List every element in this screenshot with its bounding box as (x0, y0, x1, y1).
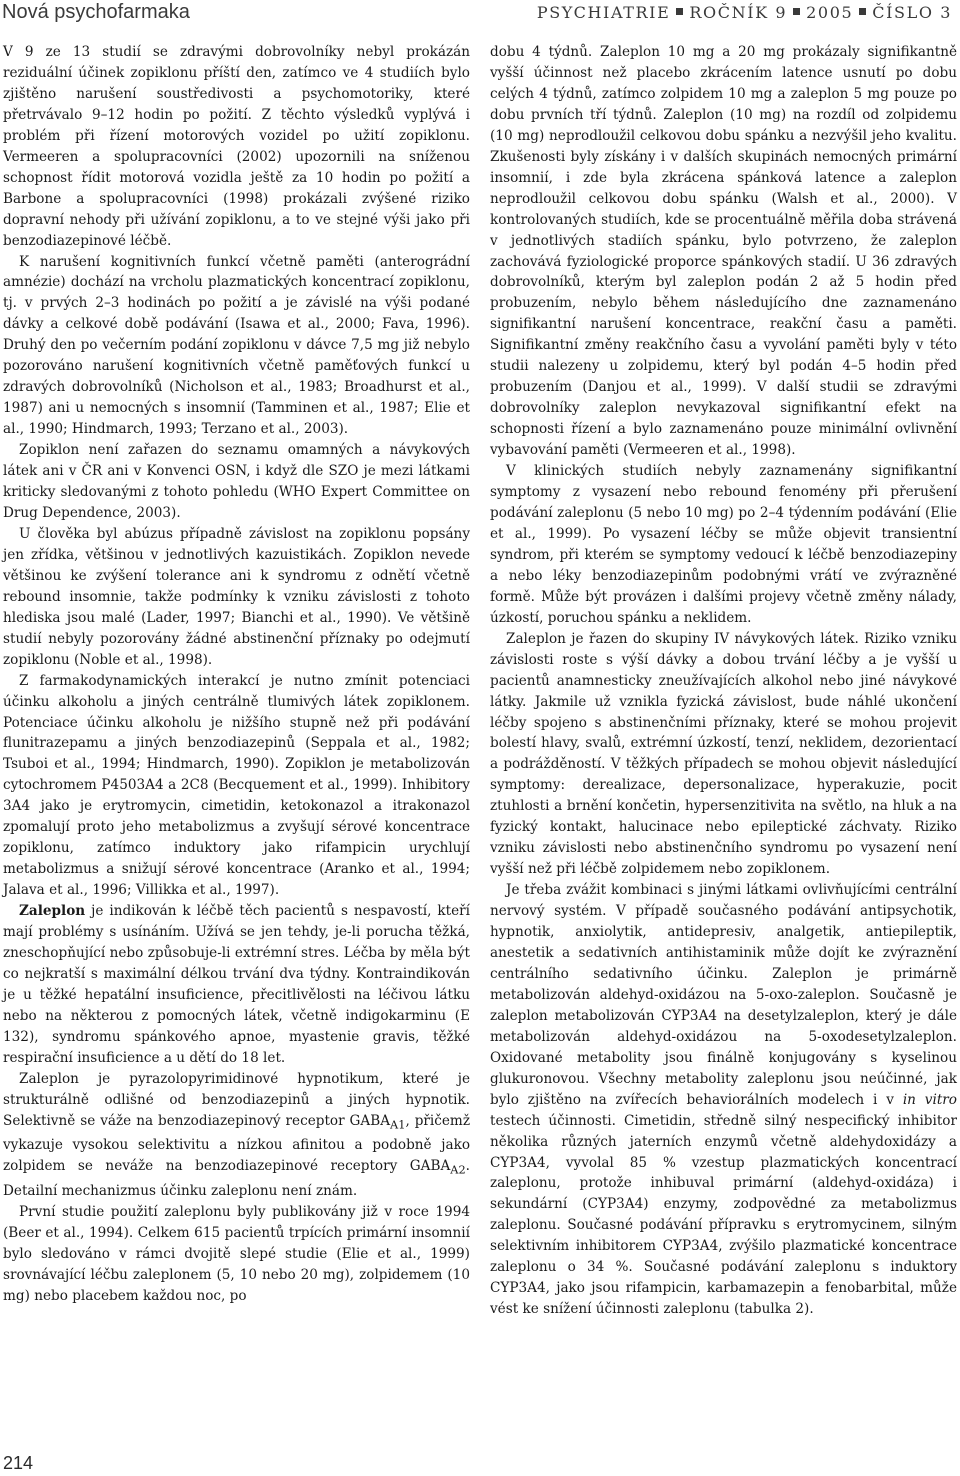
paragraph-text: , přičemž vykazuje vysokou selektivitu a nízkou afinitou a podobně jako zolpidem se neváže na benzodiazepinové receptory GABA (3, 1112, 470, 1175)
paragraph: Z farmakodynamických interakcí je nutno zmínit potenciaci účinku alkoholu a jiných centrálně tlumivých látek zopiklonem. Potenciace účinku alkoholu je nižšího stupně než při podávání flunitrazepamu a jiných benzodiazepinů (Seppala et al., 1982; Tsuboi et al., 1994; Hindmarch, 1990). Zopiklon je metabolizován cytochromem P4503A4 a 2C8 (Becquement et al., 1999). Inhibitory 3A4 jako je erytromycin, cimetidin, ketokonazol a itrakonazol zpomalují proto jeho metabolizmus a zvyšují sérové koncentrace zopiklonu, zatímco induktory jako rifampicin urychlují metabolizmus a snižují sérové koncentrace (Aranko et al., 1994; Jalava et al., 1996; Villikka et al., 1997). (3, 672, 470, 899)
journal-name: PSYCHIATRIE (536, 3, 671, 22)
paragraph-text: . Detailní mechanizmus účinku zaleplonu není znám. (3, 1158, 470, 1199)
paragraph (3, 1069, 470, 1202)
subscript: A2 (450, 1162, 466, 1177)
right-column (490, 42, 957, 1320)
paragraph: U člověka byl abúzus případně závislost na zopiklonu popsány jen zřídka, většinou v jednotlivých kazuistikách. Zopiklon nevede většinou ke zvýšení tolerance ani k syndromu z odnětí včetně rebound insomnie, takže podmínky k vzniku závislosti z tohoto hlediska jsou malé (Lader, 1997; Bianchi et al., 1990). Ve většině studií nebyly pozorovány žádné abstinenční příznaky po odejmutí zopiklonu (Noble et al., 1998). (3, 525, 470, 668)
year-label: 2005 (806, 3, 854, 22)
page-number: 214 (3, 1453, 34, 1473)
volume-label: ROČNÍK 9 (689, 3, 788, 22)
paragraph-text: Je třeba zvážit kombinaci s jinými látkami ovlivňujícími centrální nervový systém. V případě současného podávání antipsychotik, hypnotik, anxiolytik, antidepresiv, analgetik, antiepileptik, anestetik a sedativních antihistaminik může dojít ke zvýraznění centrálního sedativního účinku. Zaleplon je primárně metabolizován aldehyd-oxidázou na 5-oxo-zaleplon. Současně je zaleplon metabolizován CYP3A4 na desetylzaleplon, který je dále metabolizován aldehyd-oxidázou na 5-oxodesetylzaleplon. Oxidované metabolity jsou finálně konjugovány s kyselinou glukuronovou. Všechny metabolity zaleplonu jsou neúčinné, jak bylo zjištěno na zvířecích behaviorálních modelech i v (490, 882, 957, 1108)
paragraph: dobu 4 týdnů. Zaleplon 10 mg a 20 mg prokázaly signifikantně vyšší účinnost než placebo zkrácením latence usnutí po dobu celých 4 týdnů, zatímco zolpidem 10 mg a zaleplon 5 mg pouze po dobu prvních tří týdnů. Zaleplon (10 mg) na rozdíl od zolpidemu (10 mg) neprodloužil celkovou dobu spánku a nezvýšil jeho kvalitu. Zkušenosti byly získány i v dalších skupinách nemocných primární insomnií, i zde byla zkrácena spánková latence a zaleplon neprodloužil celkovou dobu spánku (Walsh et al., 2000). V kontrolovaných studiích, kde se procentuálně měřila doba strávená v jednotlivých stadiích spánku, bylo potvrzeno, že zaleplon zachovává fyziologické proporce spánkových stadií. U 36 zdravých dobrovolníků, kterým byl zaleplon podán 2 až 5 hodin před probuzením, nebylo během následujícího dne zaznamenáno signifikantní narušení koncentrace, reakční času a paměti. Signifikantní změny reakčního času a vyvolání paměti byly v této studii nalezeny u zolpidemu, který byl podán 4–5 hodin před probuzením (Danjou et al., 1999). V další studii se zdravými dobrovolníky zaleplon nevykazoval signifikantní efekt na schopnosti řízení a bylo zaznamenáno pouze minimální ovlivnění vybavování paměti (Vermeeren et al., 1998). (490, 44, 957, 459)
paragraph: Zopiklon není zařazen do seznamu omamných a návykových látek ani v ČR ani v Konvenci OSN, i když dle SZO je mezi látkami kriticky sledovanými z tohoto pohledu (WHO Expert Committee on Drug Dependence, 2003). (3, 442, 470, 521)
paragraph: Zaleplon je řazen do skupiny IV návykových látek. Riziko vzniku závislosti roste s výší dávky a dobou trvání léčby a je vyšší u pacientů anamnesticky zneužívajících alkohol nebo jiné návykové látky. Jakmile už vznikla fyzická závislost, bude náhlé ukončení léčby spojeno s abstinenčními příznaky, které se mohou projevit bolestí hlavy, svalů, extrémní úzkostí, tenzí, neklidem, dezorientací a podrážděností. V těžkých případech se mohou objevit následující symptomy: derealizace, depersonalizace, hyperakuzie, pocit ztuhlosti a brnění končetin, hypersenzitivita na světlo, na hluk a na fyzický kontakt, halucinace nebo epileptické záchvaty. Riziko vzniku závislosti nebo abstinenčního syndromu po vysazení není vyšší než při léčbě zolpidemem nebo zopiklonem. (490, 630, 957, 878)
paragraph (490, 880, 957, 1320)
paragraph-text: je indikován k léčbě těch pacientů s nespavostí, kteří mají problémy s usínáním. Užívá se jen tehdy, je-li porucha těžká, zneschopňující nebo způsobuje-li extrémní stres. Léčba by měla být co nejkratší s maximální délkou trvání dva týdny. Kontraindikován je u těžké hepatální insuficience, přecitlivělosti na léčivou látku nebo na některou z pomocných látek, včetně indigokarminu (E 132), syndromu spánkového apnoe, myastenie gravis, těžké respirační insuficience a u dětí do 18 let. (3, 903, 470, 1066)
running-header (0, 0, 960, 26)
subscript: A1 (390, 1117, 406, 1132)
paragraph (3, 901, 470, 1069)
left-column (3, 42, 470, 1307)
separator-square-icon (793, 8, 800, 15)
issue-label: ČÍSLO 3 (872, 3, 952, 22)
journal-section-title: Nová psychofarmaka (2, 1, 190, 23)
paragraph: K narušení kognitivních funkcí včetně paměti (anterográdní amnézie) dochází na vrcholu plazmatických koncentrací zopiklonu, tj. v prvých 2–3 hodinách po požití a je závislé na výši podané dávky a celkové době podávání (Isawa et al., 2000; Fava, 1996). Druhý den po večerním podání zopiklonu v dávce 7,5 mg již nebylo pozorováno narušení kognitivních včetně paměťových funkcí u zdravých dobrovolníků (Nicholson et al., 1983; Broadhurst et al., 1987) ani u nemocných s insomnií (Tamminen et al., 1987; Elie et al., 1990; Hindmarch, 1993; Terzano et al., 2003). (3, 253, 470, 438)
paragraph: První studie použití zaleplonu byly publikovány již v roce 1994 (Beer et al., 1994). Celkem 615 pacientů trpících primární insomnií bylo sledováno v rámci dvojitě slepé studie (Elie et al., 1999) srovnávající léčbu zaleplonem (5, 10 nebo 20 mg), zolpidemem (10 mg) nebo placebem každou noc, po (3, 1203, 470, 1304)
paragraph: V klinických studiích nebyly zaznamenány signifikantní symptomy z vysazení nebo rebound fenomény při přerušení podávání zaleplonu (5 nebo 10 mg) po 2–4 týdenním podávání (Elie et al., 1999). Po vysazení léčby se může objevit transientní syndrom, při kterém se symptomy vedoucí k léčbě benzodiazepiny a nebo léky benzodiazepinům podobnými vrátí ve zvýrazněné formě. Může být provázen i dalšími projevy včetně změny nálady, úzkostí, poruchou spánku a neklidem. (490, 463, 957, 626)
separator-square-icon (676, 8, 683, 15)
paragraph: V 9 ze 13 studií se zdravými dobrovolníky nebyl prokázán reziduální účinek zopiklonu příští den, zatímco ve 4 studiích bylo zjištěno narušení soustředivosti a psychomotoriky, které přetrvávalo 9–12 hodin po požití. Z těchto výsledků vyplývá i problém při řízení motorových vozidel po užití zopiklonu. Vermeeren a spolupracovníci (2002) upozornili na sníženou schopnost řídit motorová vozidla ještě za 10 hodin po požití a Barbone a spolupracovníci (1998) prokázali zvýšené riziko dopravní nehody při užívání zopiklonu, a to ve stejné výši jako při benzodiazepinové léčbě. (3, 44, 470, 249)
drug-name-heading: Zaleplon (19, 903, 86, 920)
journal-issue-info (537, 2, 952, 24)
italic-term: in vitro (902, 1091, 957, 1108)
paragraph-text: testech účinnosti. Cimetidin, středně silný nespecifický inhibitor několika různých jaterních enzymů včetně aldehydoxidázy a CYP3A4, vyvolal 85 % vzestup plazmatických koncentrací zaleplonu, protože inhibuval primární (aldehyd-oxidáza) i sekundární (CYP3A4) enzymy, zodpovědné za metabolizmus zaleplonu. Současné podávání přípravku s erytromycinem, silným selektivním inhibitorem CYP3A4, zvýšilo plazmatické koncentrace zaleplonu o 34 %. Současné podávání zaleplonu s induktory CYP3A4, jako jsou rifampicin, karbamazepin a fenobarbital, může vést ke snížení účinnosti zaleplonu (tabulka 2). (490, 1112, 957, 1318)
separator-square-icon (859, 8, 866, 15)
paragraph-text: Zaleplon je pyrazolopyrimidinové hypnotikum, které je strukturálně odlišné od benzodiazepinů a jiných hypnotik. Selektivně se váže na benzodiazepinový receptor GABA (3, 1070, 470, 1129)
